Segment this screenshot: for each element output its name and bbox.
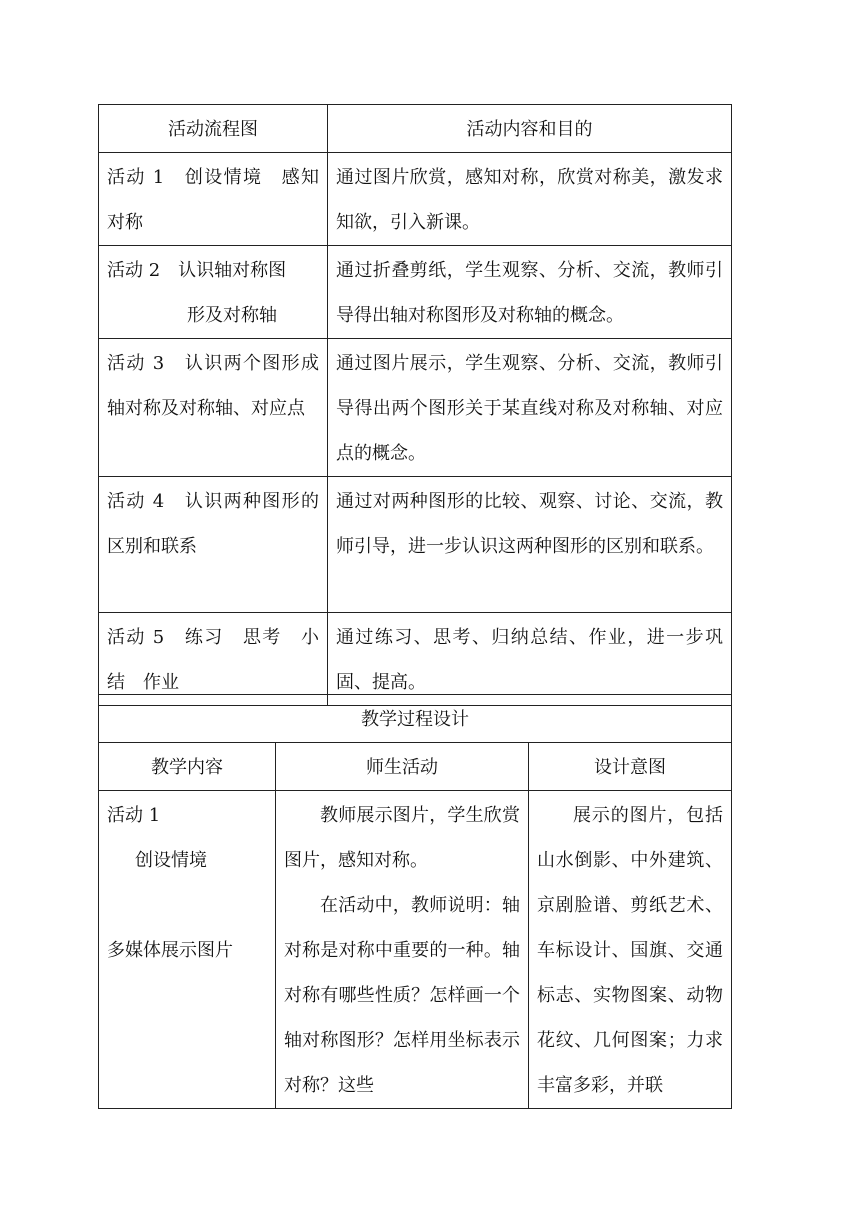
content-line: 多媒体展示图片	[107, 940, 233, 961]
header-design-intent: 设计意图	[529, 743, 732, 791]
table-row	[99, 477, 732, 613]
table-row	[99, 246, 732, 339]
activity-paragraph: 在活动中，教师说明：轴对称是对称中重要的一种。轴对称有哪些性质？怎样画一个轴对称图形？怎样用坐标表示对称？这些	[284, 895, 520, 1096]
table-row	[99, 153, 732, 246]
teaching-process-table	[98, 694, 732, 1109]
header-teacher-student-activity: 师生活动	[276, 743, 529, 791]
header-flow: 活动流程图	[99, 105, 328, 153]
intent-cell	[529, 791, 732, 1109]
flow-cell: 活动 3 认识两个图形成轴对称及对称轴、对应点	[99, 339, 328, 477]
flow-cell: 活动 5 练习 思考 小结 作业	[99, 613, 328, 706]
activity-cell	[276, 791, 529, 1109]
teaching-content-cell	[99, 791, 276, 1109]
content-line	[99, 883, 275, 928]
header-teaching-content: 教学内容	[99, 743, 276, 791]
table-row	[99, 613, 732, 706]
section-title-row	[99, 695, 732, 743]
content-cell: 通过练习、思考、归纳总结、作业，进一步巩固、提高。	[328, 613, 732, 706]
content-cell: 通过折叠剪纸，学生观察、分析、交流，教师引导得出轴对称图形及对称轴的概念。	[328, 246, 732, 339]
intent-paragraph: 展示的图片，包括山水倒影、中外建筑、京剧脸谱、剪纸艺术、车标设计、国旗、交通标志、实物图案、动物花纹、几何图案；力求丰富多彩，并联	[537, 805, 724, 1096]
header-content: 活动内容和目的	[328, 105, 732, 153]
content-line: 活动 1	[107, 805, 161, 826]
table-row	[99, 791, 732, 1109]
activity-flow-table	[98, 104, 732, 706]
content-cell: 通过图片展示，学生观察、分析、交流，教师引导得出两个图形关于某直线对称及对称轴、对应点的概念。	[328, 339, 732, 477]
table-row	[99, 339, 732, 477]
content-cell: 通过图片欣赏，感知对称，欣赏对称美，激发求知欲，引入新课。	[328, 153, 732, 246]
content-cell: 通过对两种图形的比较、观察、讨论、交流，教师引导，进一步认识这两种图形的区别和联系。	[328, 477, 732, 613]
content-line: 创设情境	[135, 850, 207, 871]
section-title: 教学过程设计	[99, 695, 732, 743]
flow-cell: 活动 1 创设情境 感知对称	[99, 153, 328, 246]
table-header-row	[99, 105, 732, 153]
activity-paragraph: 教师展示图片，学生欣赏图片，感知对称。	[284, 805, 520, 871]
flow-cell: 活动 4 认识两种图形的区别和联系	[99, 477, 328, 613]
table-header-row	[99, 743, 732, 791]
flow-cell: 活动 2 认识轴对称图 形及对称轴	[99, 246, 328, 339]
